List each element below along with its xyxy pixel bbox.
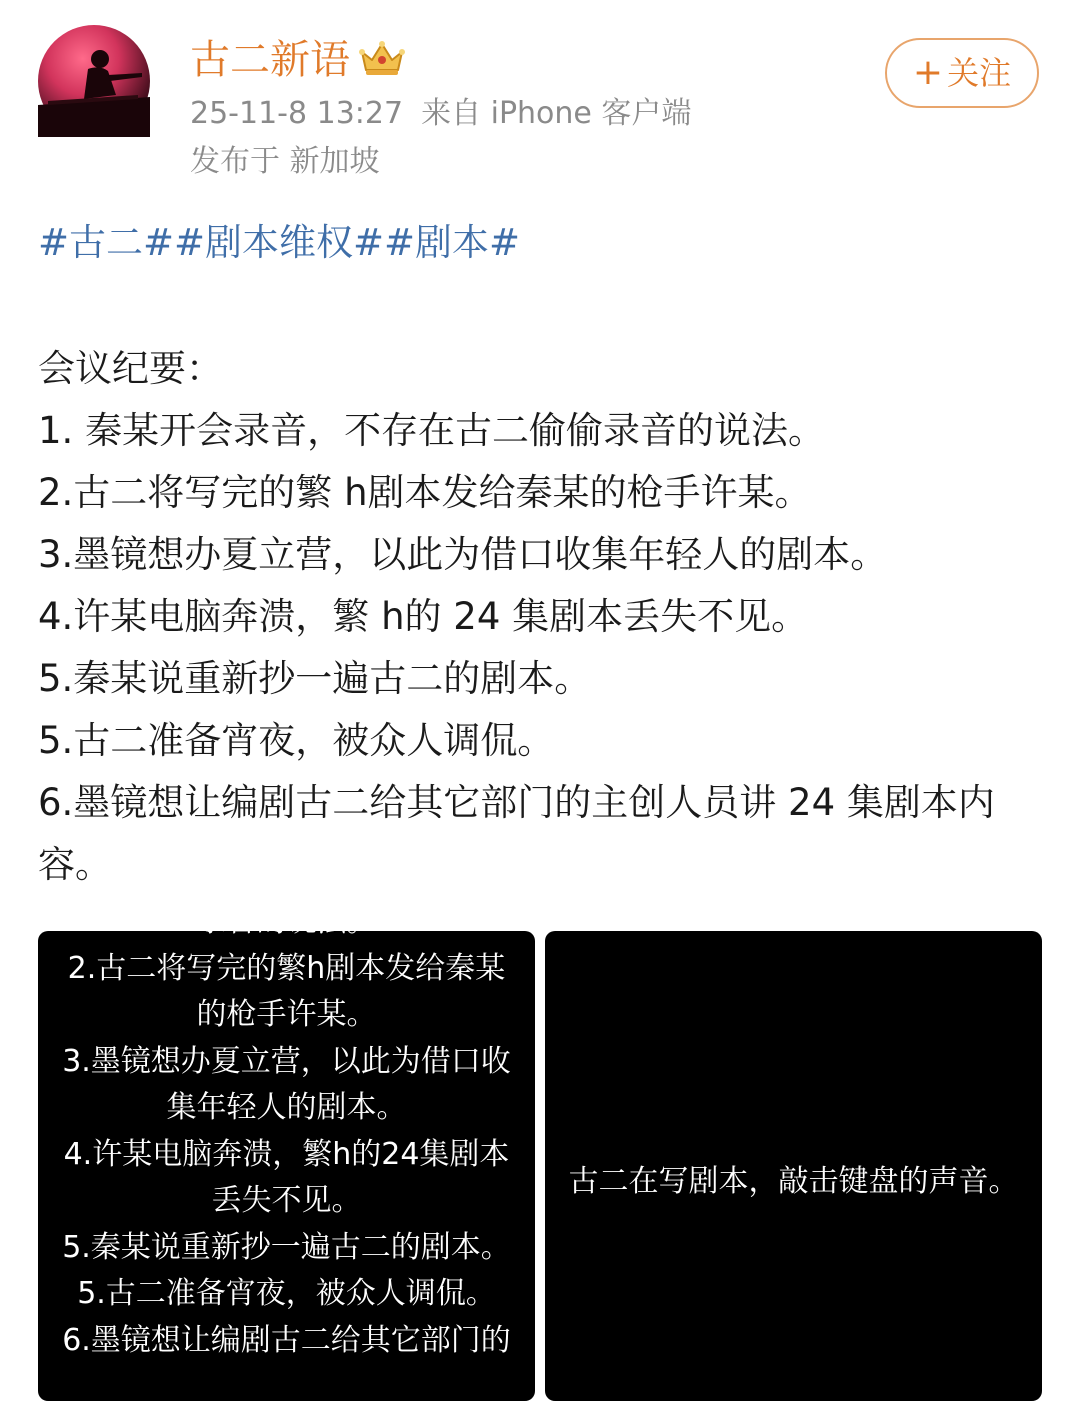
topic-tag[interactable]: #剧本# xyxy=(384,221,521,264)
body-item: 5.秦某说重新抄一遍古二的剧本。 xyxy=(38,657,592,700)
body-item: 6.墨镜想让编剧古二给其它部门的主创人员讲 24 集剧本内容。 xyxy=(38,781,995,886)
post-meta xyxy=(190,94,691,134)
image-text-line: 的枪手许某。 xyxy=(196,997,377,1032)
topic-tags xyxy=(38,218,520,268)
body-item: 3.墨镜想办夏立营，以此为借口收集年轻人的剧本。 xyxy=(38,533,888,576)
post-location: 发布于 新加坡 xyxy=(190,144,380,179)
image-text-line: 6.墨镜想让编剧古二给其它部门的 xyxy=(62,1322,511,1358)
topic-tag[interactable]: #剧本维权# xyxy=(174,221,385,264)
body-heading: 会议纪要： xyxy=(38,347,223,390)
image-caption: 古二在写剧本，敲击键盘的声音。 xyxy=(568,1164,1019,1199)
plus-icon: + xyxy=(912,52,944,93)
image-text-line: 4.许某电脑奔溃，繁h的24集剧本 xyxy=(63,1136,510,1172)
image-text-line: 丢失不见。 xyxy=(211,1183,362,1218)
follow-button[interactable] xyxy=(885,38,1039,108)
follow-label: 关注 xyxy=(947,54,1012,92)
post-image-left[interactable] xyxy=(38,904,535,1401)
image-text-block xyxy=(38,899,535,1364)
post-body xyxy=(38,338,1048,896)
avatar[interactable] xyxy=(38,25,150,137)
body-item: 1. 秦某开会录音，不存在古二偷偷录音的说法。 xyxy=(38,409,826,452)
topic-tag[interactable]: #古二# xyxy=(38,221,175,264)
image-text-line: 2.古二将写完的繁h剧本发给秦某 xyxy=(67,950,506,986)
crown-icon xyxy=(358,38,406,78)
image-text-line: 录音的说法。 xyxy=(196,904,377,939)
image-text-line: 5.秦某说重新抄一遍古二的剧本。 xyxy=(62,1229,511,1265)
username[interactable]: 古二新语 xyxy=(190,37,350,83)
image-text-line: 5.古二准备宵夜，被众人调侃。 xyxy=(77,1276,496,1311)
body-item: 2.古二将写完的繁 h剧本发给秦某的枪手许某。 xyxy=(38,471,812,514)
image-text-line: 3.墨镜想办夏立营，以此为借口收 xyxy=(62,1043,511,1079)
body-item: 4.许某电脑奔溃，繁 h的 24 集剧本丢失不见。 xyxy=(38,595,809,638)
image-text-line: 集年轻人的剧本。 xyxy=(166,1090,407,1125)
body-item: 5.古二准备宵夜，被众人调侃。 xyxy=(38,719,555,762)
post-image-right[interactable] xyxy=(545,931,1042,1401)
post-source: 来自 iPhone 客户端 xyxy=(421,96,692,131)
post-timestamp: 25-11-8 13:27 xyxy=(190,96,404,131)
post-header xyxy=(0,0,1080,200)
